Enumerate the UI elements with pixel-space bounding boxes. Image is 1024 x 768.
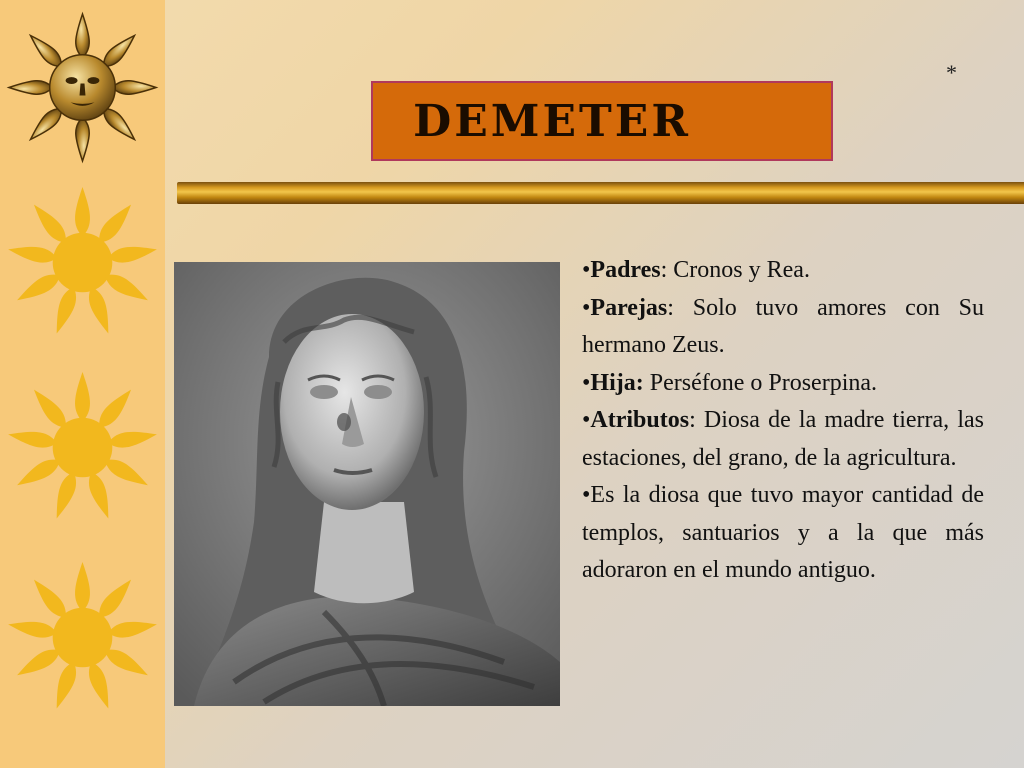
corner-mark: * <box>946 60 957 85</box>
bullet-marker: • <box>582 257 591 283</box>
bullet-text: Cronos y Rea. <box>667 257 810 283</box>
bullet-term: Parejas <box>590 294 668 321</box>
gold-divider <box>177 182 1024 204</box>
bullet-marker: • <box>582 369 591 396</box>
bullet-text: Solo tuvo amores con Su hermano Zeus. <box>582 294 984 358</box>
list-item <box>582 365 984 403</box>
bullet-marker: • <box>582 294 591 321</box>
bullet-sep: : <box>660 257 668 283</box>
bullet-text: Es la diosa que tuvo mayor cantidad de templos, santuarios y a la que más adoraron en el mundo antiguo. <box>582 482 984 583</box>
sun-icon <box>5 370 160 525</box>
sun-face-icon <box>5 10 160 165</box>
list-item <box>582 290 984 365</box>
statue-photo <box>174 262 560 706</box>
list-item <box>582 252 984 290</box>
bullet-term: Hija: <box>590 369 644 396</box>
list-item <box>582 477 984 590</box>
decorative-strip <box>0 0 165 768</box>
bullet-text: Perséfone o Proserpina. <box>643 369 878 396</box>
bullet-sep: : <box>667 294 674 321</box>
slide-title: DEMETER <box>413 95 691 147</box>
statue-image <box>174 262 560 706</box>
bullet-marker: • <box>582 482 591 508</box>
bullet-list <box>582 252 984 590</box>
list-item <box>582 402 984 477</box>
bullet-sep: : <box>689 407 696 433</box>
bullet-marker: • <box>582 407 591 433</box>
bullet-term: Atributos <box>590 407 690 433</box>
sun-icon <box>5 560 160 715</box>
sun-icon <box>5 185 160 340</box>
bullet-term: Padres <box>590 257 661 283</box>
bullet-text: Diosa de la madre tierra, las estaciones, del grano, de la agricultura. <box>582 407 984 471</box>
title-box <box>371 81 833 161</box>
